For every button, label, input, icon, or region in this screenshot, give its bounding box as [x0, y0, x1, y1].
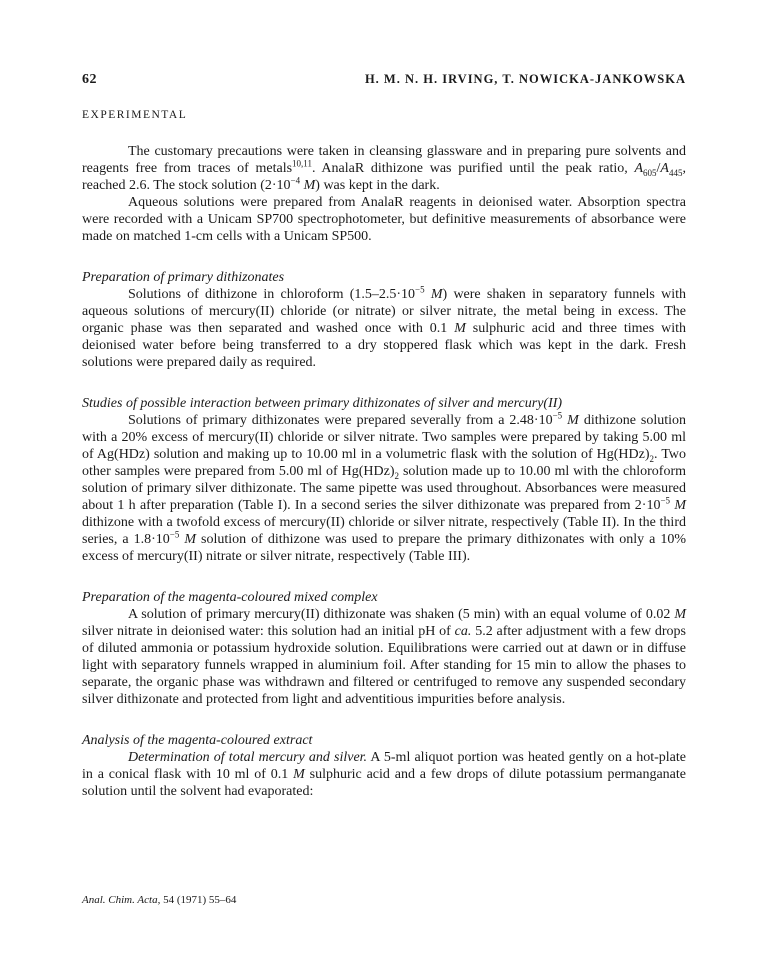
section-title: EXPERIMENTAL [82, 109, 188, 121]
section-interaction-studies [82, 395, 686, 565]
subsection-heading: Preparation of primary dithizonates [82, 270, 285, 285]
running-authors: H. M. N. H. IRVING, T. NOWICKA-JANKOWSKA [364, 72, 686, 86]
run-in-heading: Determination of total mercury and silver. [128, 750, 368, 765]
section-analysis [82, 732, 686, 800]
subsection-heading: Preparation of the magenta-coloured mixed complex [82, 590, 378, 605]
body-paragraph: Solutions of dithizone in chloroform ($1.5-2.5\cdot 10^{-5}$ M) were shaken in separatory funnels with aqueous solutions of mercury(II) chloride (or nitrate) or silver nitrate, the metal being in excess. The organic phase was then separated and washed once with 0.1 M sulphuric acid and three times with deionised water before being transferred to a dry stoppered flask which was kept in the dark. Fresh solutions were prepared daily as required. [82, 284, 687, 370]
intro-section [82, 143, 686, 245]
page-number: 62 [82, 72, 97, 87]
subsection-heading: Studies of possible interaction between primary dithizonates of silver and mercury(II) [82, 396, 563, 411]
body-paragraph: Determination of total mercury and silver. A 5-ml aliquot portion was heated gently on a hot-plate in a conical flask with 10 ml of 0.1 M sulphuric acid and a few drops of dilute potassium permanganate solution until the solvent had evaporated: [82, 750, 686, 799]
subsection-heading: Analysis of the magenta-coloured extract [82, 733, 313, 748]
intro-paragraph-1: The customary precautions were taken in cleansing glassware and in preparing pure solvents and reagents free from traces of metals$^{10,11}$. AnalaR dithizone was purified until the peak ratio, $A_{605}/A_{445}$, reached 2.6. The stock solution ($2\cdot 10^{-4}$ M) was kept in the dark. [82, 144, 686, 193]
journal-footer: Anal. Chim. Acta, 54 (1971) 55–64 [82, 894, 237, 906]
section-primary-dithizonates [82, 269, 686, 371]
section-magenta-complex [82, 589, 686, 708]
body-paragraph: A solution of primary mercury(II) dithizonate was shaken (5 min) with an equal volume of 0.02 M silver nitrate in deionised water: this solution had an initial pH of ca. 5.2 after adjustment with a few drops of diluted ammonia or potassium hydroxide solution. Equilibrations were carried out at dawn or in diffuse light with separatory funnels wrapped in aluminium foil. After standing for 15 min to allow the phases to separate, the organic phase was withdrawn and filtered or centrifuged to remove any suspended secondary silver dithizonate and protected from light and adventitious impurities before analysis. [82, 607, 686, 707]
body-paragraph: Solutions of primary dithizonates were prepared severally from a $2.48\cdot 10^{-5}$ M dithizone solution with a 20% excess of mercury(II) chloride or silver nitrate. Two samples were prepared by taking 5.00 ml of Ag(HDz) solution and making up to 10.00 ml in a volumetric flask with the solution of $Hg(HDz)_2$. Two other samples were prepared from 5.00 ml of $Hg(HDz)_2$ solution made up to 10.00 ml with the chloroform solution of primary silver dithizonate. The same pipette was used throughout. Absorbances were measured about 1 h after preparation (Table I). In a second series the silver dithizonate was prepared from $2\cdot 10^{-5}$ M dithizone with a twofold excess of mercury(II) chloride or silver nitrate, respectively (Table II). In the third series, a $1.8\cdot 10^{-5}$ M solution of dithizone was used to prepare the primary dithizonates with only a 10% excess of mercury(II) nitrate or silver nitrate, respectively (Table III). [82, 410, 687, 564]
running-header [82, 72, 686, 88]
intro-paragraph-2: Aqueous solutions were prepared from AnalaR reagents in deionised water. Absorption spectra were recorded with a Unicam SP700 spectrophotometer, but definitive measurements of absorbance were made on matched 1-cm cells with a Unicam SP500. [82, 195, 686, 244]
